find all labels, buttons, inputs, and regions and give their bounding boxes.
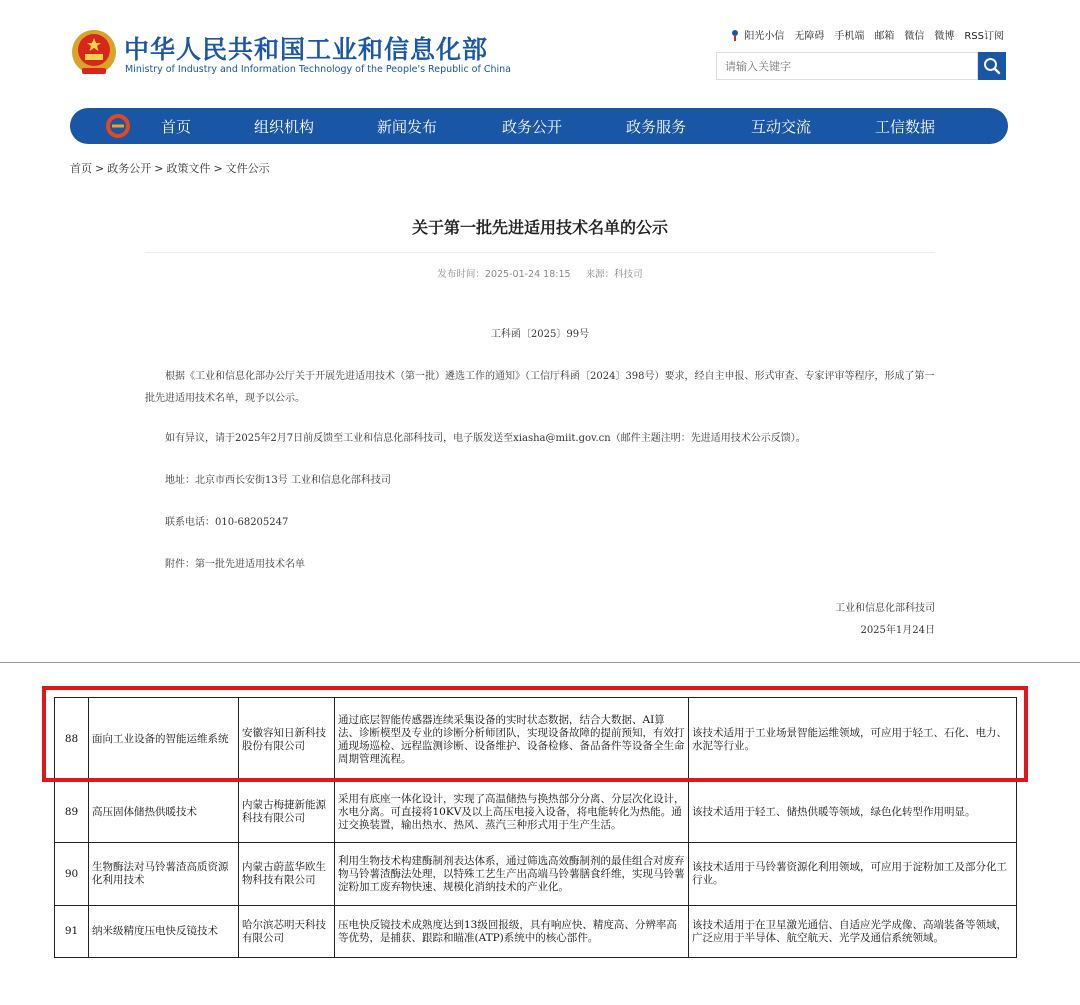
top-link-label: 阳光小信 [744,31,785,42]
top-link-weibo[interactable]: 微博 [934,31,955,42]
nav-home[interactable]: 首页 [161,118,192,136]
site-title[interactable]: 中华人民共和国工业和信息化部 [124,35,489,64]
breadcrumb-gov-affairs[interactable]: 政务公开 [107,162,152,175]
tech-description: 压电快反镜技术成熟度达到13级回报级，具有响应快、精度高、分辨率高等优势，是捕获、跟踪和瞄准(ATP)系统中的核心部件。 [335,906,689,958]
search-icon [983,57,1001,75]
paragraph-basis: 根据《工业和信息化部办公厅关于开展先进适用技术（第一批）遴选工作的通知》（工信厅科函〔2024〕398号）要求，经自主申报、形式审查、专家评审等程序，形成了第一批先进适用技术名单，现予以公示。 [145,371,935,404]
nav-gov-affairs[interactable]: 政务公开 [502,118,563,136]
breadcrumb-current[interactable]: 文件公示 [225,162,270,175]
top-link-rss[interactable]: RSS订阅 [964,31,1004,42]
section-divider [0,662,1080,663]
tech-name: 纳米级精度压电快反镜技术 [89,906,239,958]
top-link-accessibility[interactable]: 无障碍 [794,31,825,42]
article-meta [0,266,1080,280]
nav-news[interactable]: 新闻发布 [377,118,438,136]
publish-time: 发布时间：2025-01-24 18:15 [437,269,571,280]
main-nav [70,108,1008,144]
company-name: 内蒙古梅捷新能源科技有限公司 [239,782,335,843]
paragraph-phone: 联系电话：010-68205247 [165,517,289,528]
site-subtitle: Ministry of Industry and Information Technology of the People's Republic of China [125,64,511,75]
miit-logo-icon[interactable] [106,114,130,138]
table-row [55,782,1017,843]
tech-description: 采用有底座一体化设计，实现了高温储热与换热部分分离、分层次化设计，水电分离。可直接将10KV及以上高压电接入设备，将电能转化为热能。通过交换装置，输出热水、热风、蒸汽三种形式用于生产生活。 [335,782,689,843]
sunshine-icon [730,29,740,41]
table-row [55,843,1017,906]
breadcrumb-separator: > [95,162,105,175]
tech-description: 通过底层智能传感器连续采集设备的实时状态数据，结合大数据、AI算法、诊断模型及专业的诊断分析师团队，实现设备故障的提前预知，有效打通现场巡检、远程监测诊断、设备维护、设备检修、备品备件等设备全生命周期管理流程。 [335,698,689,782]
company-name: 哈尔滨芯明天科技有限公司 [239,906,335,958]
company-name: 安徽容知日新科技股份有限公司 [239,698,335,782]
article-source: 来源：科技司 [585,269,643,280]
row-highlight-box [42,686,1028,782]
title-divider [145,252,935,253]
nav-data[interactable]: 工信数据 [875,118,936,136]
national-emblem-icon[interactable] [70,28,118,78]
signature-date: 2025年1月24日 [860,625,935,636]
tech-name: 生物酶法对马铃薯渣高质资源化利用技术 [89,843,239,906]
row-number: 90 [55,843,89,906]
table-row [55,906,1017,958]
top-link-mail[interactable]: 邮箱 [874,31,895,42]
top-link-sunshine[interactable] [730,27,784,42]
top-link-mobile[interactable]: 手机端 [834,31,865,42]
document-number: 工科函〔2025〕99号 [490,329,590,340]
tech-scope: 该技术适用于工业场景智能运维领域，可应用于轻工、石化、电力、水泥等行业。 [689,698,1017,782]
top-links [730,27,1004,42]
tech-scope: 该技术适用于马铃薯资源化利用领域，可应用于淀粉加工及部分化工行业。 [689,843,1017,906]
nav-organization[interactable]: 组织机构 [254,118,315,136]
paragraph-address: 地址：北京市西长安街13号 工业和信息化部科技司 [165,475,391,486]
nav-interaction[interactable]: 互动交流 [751,118,812,136]
row-number: 91 [55,906,89,958]
tech-name: 面向工业设备的智能运维系统 [89,698,239,782]
top-link-wechat[interactable]: 微信 [904,31,925,42]
company-name: 内蒙古蔚蓝华欧生物科技有限公司 [239,843,335,906]
paragraph-objection: 如有异议，请于2025年2月7日前反馈至工业和信息化部科技司，电子版发送至xiasha@miit.gov.cn（邮件主题注明：先进适用技术公示反馈）。 [165,433,806,444]
tech-name: 高压固体储热供暖技术 [89,782,239,843]
breadcrumb-separator: > [154,162,164,175]
paragraph-attachment[interactable]: 附件：第一批先进适用技术名单 [165,559,305,570]
article-title: 关于第一批先进适用技术名单的公示 [411,218,668,237]
site-header [0,0,1080,100]
search-button[interactable] [978,52,1006,80]
tech-description: 利用生物技术构建酶制剂表达体系，通过筛选高效酶制剂的最佳组合对废弃物马铃薯渣酶法处理，以特殊工艺生产出高端马铃薯膳食纤维，实现马铃薯淀粉加工废弃物快速、规模化消纳技术的产业化。 [335,843,689,906]
signature-block [835,598,935,642]
row-number: 89 [55,782,89,843]
search-input[interactable] [716,52,978,80]
nav-gov-services[interactable]: 政务服务 [626,118,687,136]
signature-org: 工业和信息化部科技司 [835,603,935,614]
row-number: 88 [55,698,89,782]
breadcrumb-policy[interactable]: 政策文件 [166,162,211,175]
breadcrumb-home[interactable]: 首页 [70,162,92,175]
tech-scope: 该技术适用于在卫星激光通信、自适应光学成像、高端装备等领域，广泛应用于半导体、航空航天、光学及通信系统领域。 [689,906,1017,958]
tech-scope: 该技术适用于轻工、储热供暖等领域，绿色化转型作用明显。 [689,782,1017,843]
breadcrumb-separator: > [213,162,223,175]
breadcrumb [70,160,270,176]
